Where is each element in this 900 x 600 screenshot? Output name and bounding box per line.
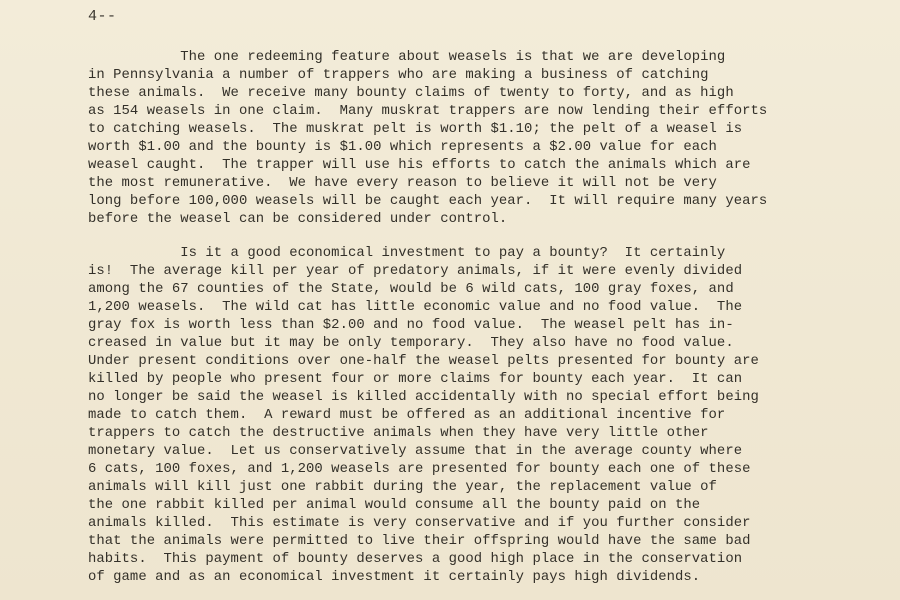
text-line: as 154 weasels in one claim. Many muskrat trappers are now lending their efforts	[88, 103, 768, 119]
text-line: animals killed. This estimate is very conservative and if you further consider	[88, 515, 751, 531]
text-line: weasel caught. The trapper will use his efforts to catch the animals which are	[88, 157, 751, 173]
text-line: animals will kill just one rabbit during the year, the replacement value of	[88, 479, 717, 495]
text-line: Is it a good economical investment to pay a bounty? It certainly	[88, 245, 726, 261]
text-line: the most remunerative. We have every reason to believe it will not be very	[88, 175, 717, 191]
text-line: long before 100,000 weasels will be caught each year. It will require many years	[88, 193, 768, 209]
text-line: to catching weasels. The muskrat pelt is worth $1.10; the pelt of a weasel is	[88, 121, 743, 137]
text-line: 1,200 weasels. The wild cat has little economic value and no food value. The	[88, 299, 743, 315]
paragraph-weasel-trappers	[88, 48, 848, 228]
text-line: before the weasel can be considered under control.	[88, 211, 508, 227]
text-line: among the 67 counties of the State, would be 6 wild cats, 100 gray foxes, and	[88, 281, 734, 297]
text-line: gray fox is worth less than $2.00 and no food value. The weasel pelt has in-	[88, 317, 734, 333]
text-line: these animals. We receive many bounty claims of twenty to forty, and as high	[88, 85, 734, 101]
text-line: The one redeeming feature about weasels is that we are developing	[88, 49, 726, 65]
text-line: worth $1.00 and the bounty is $1.00 which represents a $2.00 value for each	[88, 139, 717, 155]
text-line: trappers to catch the destructive animals when they have very little other	[88, 425, 709, 441]
text-line: no longer be said the weasel is killed accidentally with no special effort being	[88, 389, 759, 405]
text-line: made to catch them. A reward must be offered as an additional incentive for	[88, 407, 726, 423]
text-line: habits. This payment of bounty deserves a good high place in the conservation	[88, 551, 743, 567]
text-line: 6 cats, 100 foxes, and 1,200 weasels are presented for bounty each one of these	[88, 461, 751, 477]
text-line: monetary value. Let us conservatively assume that in the average county where	[88, 443, 743, 459]
paragraph-bounty-investment	[88, 244, 848, 586]
text-line: killed by people who present four or more claims for bounty each year. It can	[88, 371, 743, 387]
text-line: is! The average kill per year of predatory animals, if it were evenly divided	[88, 263, 743, 279]
page-number: 4--	[88, 8, 117, 25]
text-line: that the animals were permitted to live their offspring would have the same bad	[88, 533, 751, 549]
text-line: of game and as an economical investment it certainly pays high dividends.	[88, 569, 701, 585]
text-line: creased in value but it may be only temporary. They also have no food value.	[88, 335, 734, 351]
text-line: the one rabbit killed per animal would consume all the bounty paid on the	[88, 497, 701, 513]
text-line: in Pennsylvania a number of trappers who are making a business of catching	[88, 67, 709, 83]
text-line: Under present conditions over one-half the weasel pelts presented for bounty are	[88, 353, 759, 369]
